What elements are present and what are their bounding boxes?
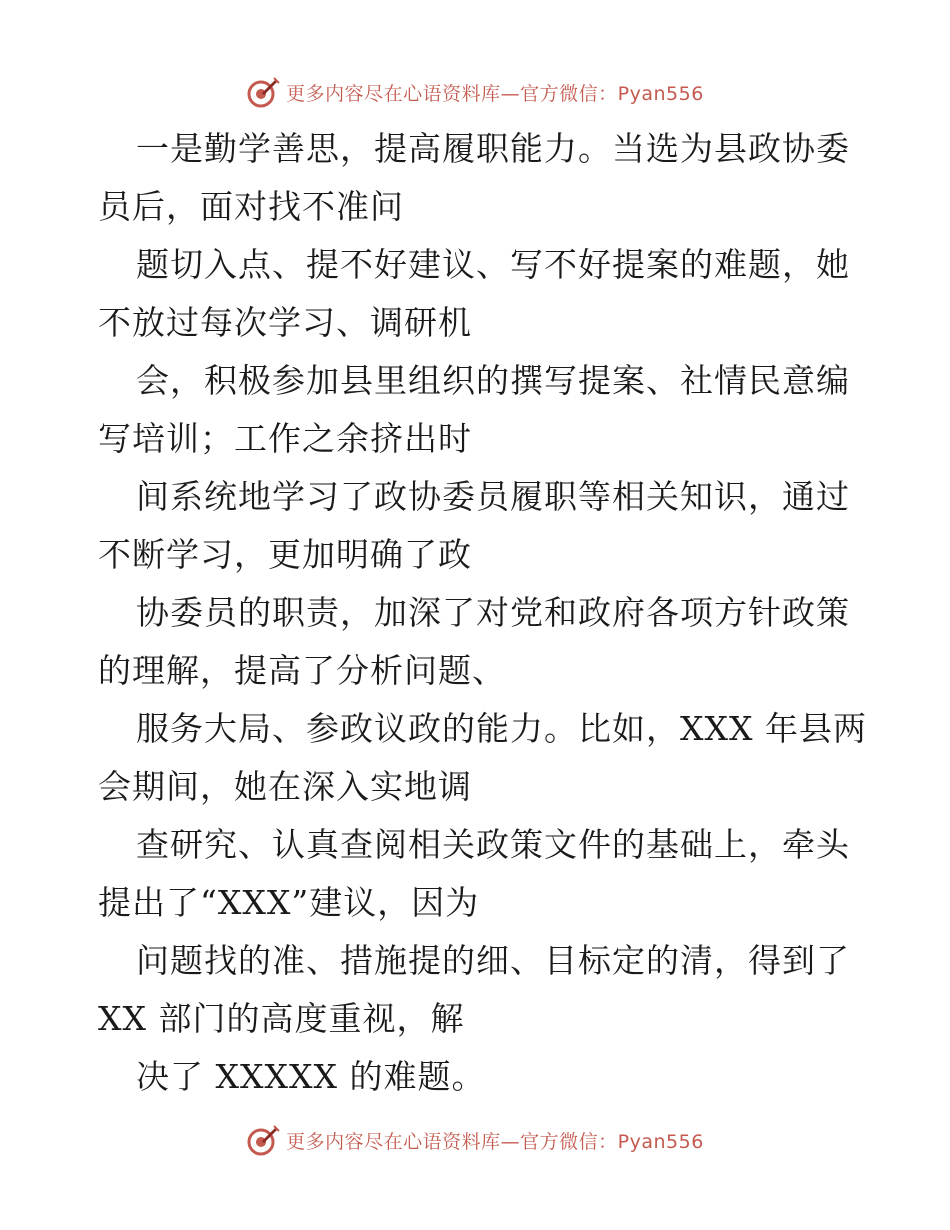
paragraph-line: 服务大局、参政议政的能力。比如，XXX 年县两 bbox=[136, 709, 867, 748]
header-banner bbox=[0, 72, 950, 112]
paragraph-line: 决了 XXXXX 的难题。 bbox=[136, 1057, 486, 1096]
paragraph-line: 写培训；工作之余挤出时 bbox=[98, 419, 472, 458]
paragraph-line: 会，积极参加县里组织的撰写提案、社情民意编 bbox=[136, 361, 850, 400]
pen-circle-logo-icon bbox=[246, 75, 280, 109]
paragraph-line: 间系统地学习了政协委员履职等相关知识，通过 bbox=[136, 477, 850, 516]
paragraph-line: 题切入点、提不好建议、写不好提案的难题，她 bbox=[136, 245, 850, 284]
footer-banner bbox=[0, 1120, 950, 1160]
paragraph-line: 员后，面对找不准问 bbox=[98, 187, 404, 226]
paragraph-line: 不断学习，更加明确了政 bbox=[98, 535, 472, 574]
pen-circle-logo-icon bbox=[246, 1123, 280, 1157]
document-body bbox=[98, 120, 867, 1106]
paragraph-line: 会期间，她在深入实地调 bbox=[98, 767, 472, 806]
paragraph-line: 查研究、认真查阅相关政策文件的基础上，牵头 bbox=[136, 825, 850, 864]
paragraph-line: XX 部门的高度重视，解 bbox=[98, 999, 465, 1038]
footer-banner-text: 更多内容尽在心语资料库—官方微信：Pyan556 bbox=[286, 1130, 704, 1153]
paragraph-line: 一是勤学善思，提高履职能力。当选为县政协委 bbox=[136, 129, 850, 168]
paragraph-line: 的理解，提高了分析问题、 bbox=[98, 651, 506, 690]
paragraph-line: 协委员的职责，加深了对党和政府各项方针政策 bbox=[136, 593, 850, 632]
header-banner-text: 更多内容尽在心语资料库—官方微信：Pyan556 bbox=[286, 82, 704, 105]
paragraph-line: 问题找的准、措施提的细、目标定的清，得到了 bbox=[136, 941, 850, 980]
paragraph-line: 不放过每次学习、调研机 bbox=[98, 303, 472, 342]
paragraph-line: 提出了“XXX”建议，因为 bbox=[98, 883, 480, 922]
